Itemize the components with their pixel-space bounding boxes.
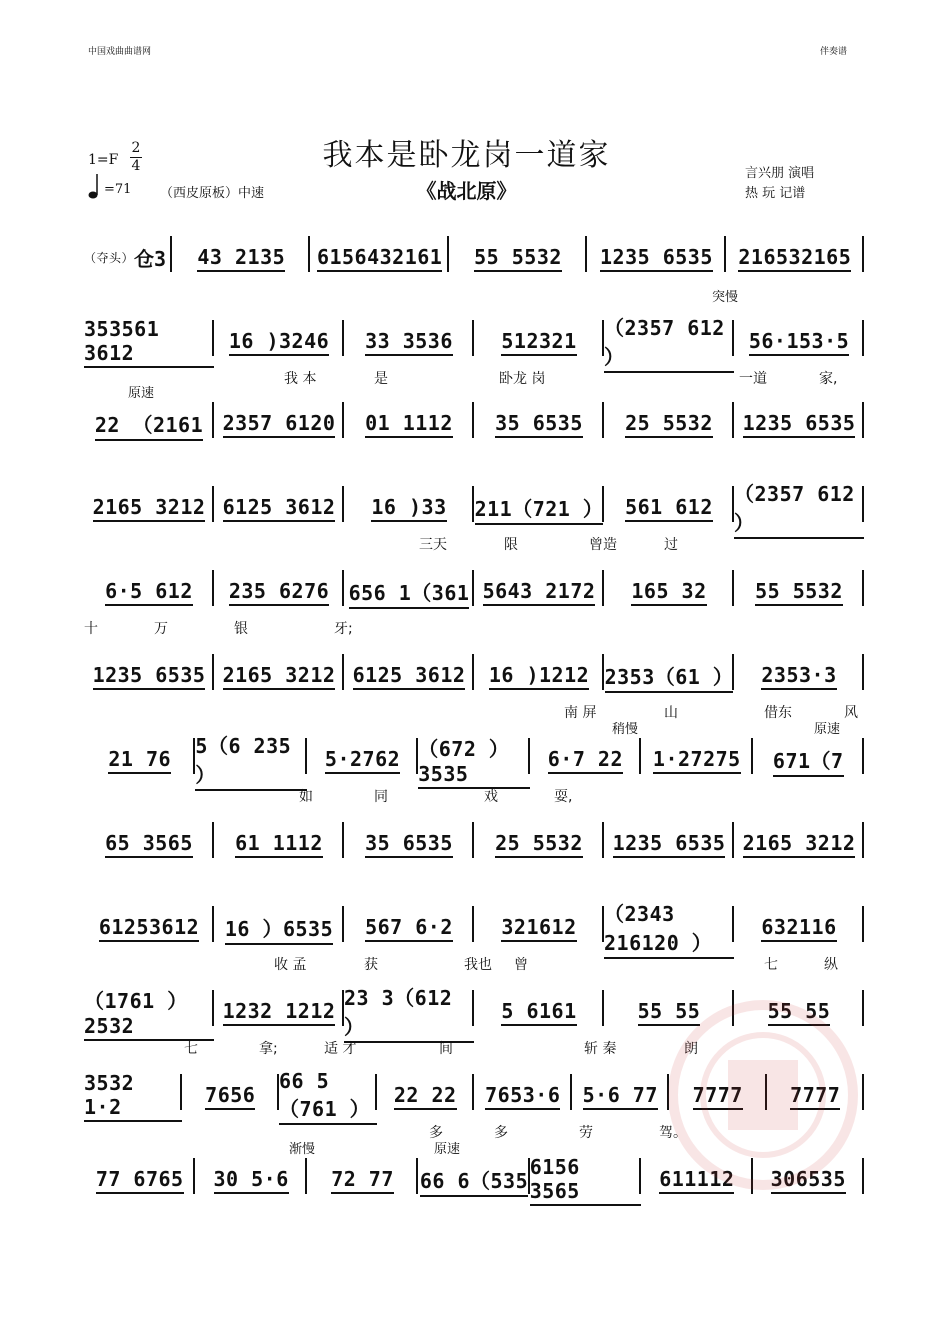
lyric: 驾。 <box>659 1125 687 1141</box>
notes-line <box>84 576 864 606</box>
measure-notes: 65 3565 <box>105 831 193 855</box>
measure-notes: 30 5·6 <box>213 1167 289 1191</box>
end-barline <box>862 1158 864 1194</box>
lyric: 适 才 <box>324 1041 357 1057</box>
lyric: 同 <box>374 789 388 805</box>
lyric: 收 孟 <box>274 957 307 973</box>
measure-notes: 7656 <box>205 1083 256 1107</box>
measure-notes: 2165 3212 <box>742 831 856 855</box>
measure-notes: 671（7 <box>773 745 844 774</box>
lyrics-line <box>84 284 864 302</box>
measure-notes: 6156 3565 <box>530 1155 641 1203</box>
measure-notes: 656 1（361 <box>349 577 470 606</box>
notes-line <box>84 316 864 369</box>
banshi-marking: （西皮原板）中速 <box>160 186 265 201</box>
measure-notes: 21 76 <box>108 747 172 771</box>
lyric: 七 <box>184 1041 198 1057</box>
lyric: 多 <box>494 1125 508 1141</box>
opera-title: 《战北原》 <box>416 179 517 203</box>
score-row <box>84 386 864 482</box>
end-barline <box>862 1074 864 1110</box>
measure-notes: 55 55 <box>767 999 831 1023</box>
measure-notes: 216532165 <box>738 245 852 269</box>
measure-notes: 23 3（612 ） <box>344 982 474 1040</box>
lead-label: （夺头） <box>84 250 135 265</box>
lyrics-line <box>84 954 864 972</box>
measure <box>84 912 214 942</box>
score-row <box>84 566 864 650</box>
measure-notes: （2357 612 ） <box>734 478 864 536</box>
measure-notes: 2165 3212 <box>92 495 206 519</box>
measure-notes: 2357 6120 <box>222 411 336 435</box>
score-row <box>84 818 864 902</box>
measure <box>474 408 604 438</box>
measure <box>734 576 864 606</box>
measure-notes: 01 1112 <box>365 411 453 435</box>
measure-notes: 5643 2172 <box>482 579 596 603</box>
measure-notes: 2165 3212 <box>222 663 336 687</box>
measure <box>344 492 474 522</box>
measure <box>84 317 214 365</box>
lyric: 我也 <box>464 957 492 973</box>
notes-line <box>84 734 864 787</box>
measure-notes: 35 6535 <box>495 411 583 435</box>
header-left-text: 中国戏曲曲谱网 <box>88 47 152 57</box>
measure <box>604 492 734 522</box>
lyrics-line <box>84 534 864 552</box>
lyric: 戏 <box>484 789 498 805</box>
measure <box>344 660 474 690</box>
credit-singer: 言兴朋 演唱 <box>745 166 815 181</box>
measure <box>474 660 604 690</box>
measure-notes: 5 6161 <box>501 999 577 1023</box>
measure-notes: 22 （2161 <box>95 409 203 438</box>
measure <box>214 408 344 438</box>
tempo-change-mark: 稍慢 <box>612 722 639 737</box>
lyrics-line <box>84 870 864 888</box>
score-row <box>84 902 864 986</box>
measure <box>307 744 418 774</box>
measure-notes: （2357 612 ） <box>604 312 734 370</box>
measure-notes: 561 612 <box>625 495 713 519</box>
measure <box>604 408 734 438</box>
measure <box>734 912 864 942</box>
measure <box>84 1164 195 1194</box>
lyric: 一道 <box>739 371 767 387</box>
score-row <box>84 290 864 400</box>
watermark-seal <box>668 990 858 1200</box>
end-barline <box>862 236 864 272</box>
measure <box>530 744 641 774</box>
measure-notes: 5（6 235 ） <box>195 730 306 788</box>
measure <box>279 1068 377 1121</box>
measure <box>307 1164 418 1194</box>
measure <box>214 576 344 606</box>
measure-notes: 7777 <box>692 1083 743 1107</box>
lyric: 三天 <box>419 537 447 553</box>
measure <box>734 408 864 438</box>
measure-notes: 55 55 <box>637 999 701 1023</box>
measure-notes: 77 6765 <box>95 1167 184 1191</box>
measure-notes: （2343 216120 ） <box>604 898 734 956</box>
lyric: 借东 <box>764 705 792 721</box>
measure-notes: 611112 <box>659 1167 735 1191</box>
measure <box>84 988 214 1038</box>
measure-notes: 33 3536 <box>365 329 453 353</box>
time-signature-bottom: 4 <box>131 158 141 174</box>
lyric: 万 <box>154 621 168 637</box>
measure-notes: 1232 1212 <box>222 999 336 1023</box>
measure <box>84 492 214 522</box>
measure <box>734 482 864 535</box>
measure-notes: 55 5532 <box>474 245 562 269</box>
measure <box>344 576 474 606</box>
lyrics-line <box>84 702 864 720</box>
lyrics-line <box>84 368 864 386</box>
notes-line <box>84 242 864 272</box>
measure <box>726 242 864 272</box>
lyric: 银 <box>234 621 248 637</box>
measure <box>734 660 864 690</box>
measure-notes: 72 77 <box>331 1167 394 1191</box>
time-signature-top: 2 <box>131 140 141 156</box>
measure-notes: 6125 3612 <box>352 663 466 687</box>
measure <box>84 660 214 690</box>
tempo-marking: =71 <box>104 182 132 197</box>
measure-notes: 321612 <box>501 915 577 939</box>
lyric: 七 <box>764 957 778 973</box>
measure-notes: 1235 6535 <box>599 245 713 269</box>
lyric: 牙; <box>334 621 353 637</box>
notes-line <box>84 828 864 858</box>
measure <box>182 1080 280 1110</box>
notes-line <box>84 482 864 535</box>
end-barline <box>862 570 864 606</box>
measure <box>195 1164 306 1194</box>
measure <box>214 828 344 858</box>
measure-notes: 306535 <box>770 1167 846 1191</box>
measure-notes: 6156432161 <box>316 245 443 269</box>
measure <box>449 242 587 272</box>
lyrics-line <box>84 786 864 804</box>
lyrics-line <box>84 450 864 468</box>
measure <box>604 660 734 690</box>
measure <box>587 242 725 272</box>
lyric: 拿; <box>259 1041 278 1057</box>
measure-notes: 7653·6 <box>485 1083 561 1107</box>
measure-notes: 16 )33 <box>371 495 447 519</box>
measure <box>214 660 344 690</box>
measure <box>474 326 604 356</box>
measure-notes: 5·2762 <box>324 747 401 771</box>
measure <box>214 492 344 522</box>
measure <box>604 316 734 369</box>
lyric: 风 <box>844 705 858 721</box>
measure-notes: 6125 3612 <box>222 495 336 519</box>
measure-notes: 22 22 <box>393 1083 457 1107</box>
end-barline <box>862 906 864 942</box>
lyric: 获 <box>364 957 378 973</box>
measure <box>418 1164 529 1194</box>
song-title: 我本是卧龙岗一道家 <box>322 138 611 173</box>
tempo-change-mark: 渐慢 <box>289 1142 316 1157</box>
measure <box>344 326 474 356</box>
measure <box>310 242 448 272</box>
lyric: 过 <box>664 537 678 553</box>
end-barline <box>862 654 864 690</box>
measure <box>84 408 214 438</box>
measure-notes: 16 ）6535 <box>225 913 333 942</box>
lyric: 劳 <box>579 1125 593 1141</box>
measure-notes: 55 5532 <box>755 579 843 603</box>
lyric: 卧龙 岗 <box>499 371 546 387</box>
measure-notes: 66 5（761 ） <box>279 1069 377 1122</box>
measure-notes: 61 1112 <box>235 831 323 855</box>
measure <box>474 828 604 858</box>
end-barline <box>862 822 864 858</box>
time-signature <box>128 140 144 175</box>
measure <box>641 744 752 774</box>
measure-notes: 632116 <box>761 915 837 939</box>
key-signature: 1=F <box>88 152 119 168</box>
measure-notes: 5·6 77 <box>582 1083 658 1107</box>
end-barline <box>862 402 864 438</box>
score-row <box>84 722 864 818</box>
measure <box>753 744 864 774</box>
measure <box>474 576 604 606</box>
measure <box>84 744 195 774</box>
measure <box>418 736 529 786</box>
lyric: 如 <box>299 789 313 805</box>
lyric: 限 <box>504 537 518 553</box>
measure-notes: 2353·3 <box>761 663 837 687</box>
measure-notes: 43 2135 <box>197 245 286 269</box>
measure <box>604 576 734 606</box>
measure <box>734 326 864 356</box>
measure-notes: 6·5 612 <box>105 579 193 603</box>
measure <box>572 1080 670 1110</box>
score-row <box>84 482 864 566</box>
measure <box>172 242 310 272</box>
lyric: 纵 <box>824 957 838 973</box>
measure <box>734 828 864 858</box>
lyric: 我 本 <box>284 371 317 387</box>
measure <box>474 1080 572 1110</box>
measure <box>84 576 214 606</box>
lyric: 朗 <box>684 1041 698 1057</box>
measure-notes: 2353（61 ） <box>605 661 734 690</box>
measure <box>474 912 604 942</box>
measure-notes: 25 5532 <box>625 411 713 435</box>
measure-notes: 7777 <box>790 1083 841 1107</box>
lead-in <box>84 242 172 272</box>
tempo-change-mark: 突慢 <box>712 290 739 305</box>
end-barline <box>862 990 864 1026</box>
measure-notes: 56·153·5 <box>748 329 850 353</box>
measure-notes: 66 6（535 <box>420 1165 528 1194</box>
end-barline <box>862 486 864 522</box>
measure-notes: 35 6535 <box>365 831 453 855</box>
lyrics-line <box>84 1206 864 1224</box>
measure-notes: 6·7 22 <box>547 747 624 771</box>
measure-notes: 1235 6535 <box>742 411 856 435</box>
lyric: 十 <box>84 621 98 637</box>
lyric: 山 <box>664 705 678 721</box>
lyric: 多 <box>429 1125 443 1141</box>
measure-notes: 1235 6535 <box>92 663 206 687</box>
measure-notes: （672 ）3535 <box>418 733 529 786</box>
measure <box>604 902 734 955</box>
lyric: 曾造 <box>589 537 617 553</box>
measure-notes: 1235 6535 <box>612 831 726 855</box>
measure-notes: 61253612 <box>98 915 200 939</box>
measure <box>344 912 474 942</box>
lead-note: 仓3 <box>134 246 167 271</box>
measure <box>344 828 474 858</box>
measure <box>195 734 306 787</box>
end-barline <box>862 738 864 774</box>
measure <box>474 492 604 522</box>
measure <box>377 1080 475 1110</box>
notes-line <box>84 408 864 438</box>
measure-notes: 25 5532 <box>495 831 583 855</box>
measure <box>474 996 604 1026</box>
measure-notes: 16 )3246 <box>228 329 330 353</box>
measure <box>344 986 474 1039</box>
measure <box>214 326 344 356</box>
measure-notes: 1·27275 <box>652 747 741 771</box>
lyric: 曾 <box>514 957 528 973</box>
measure-notes: 567 6·2 <box>365 915 453 939</box>
measure <box>214 996 344 1026</box>
measure <box>604 828 734 858</box>
tempo-change-mark: 原速 <box>814 722 841 737</box>
measure-notes: 165 32 <box>631 579 707 603</box>
lyric: 耍, <box>554 789 573 805</box>
score-row <box>84 650 864 734</box>
measure <box>214 912 344 942</box>
measure-notes: 16 )1212 <box>488 663 590 687</box>
lyric: 家, <box>819 371 838 387</box>
header-right-text: 伴奏谱 <box>820 47 848 57</box>
measure <box>344 408 474 438</box>
quarter-note-icon <box>88 172 100 200</box>
lyric: 南 屏 <box>564 705 597 721</box>
measure <box>529 1155 641 1203</box>
tempo-change-mark: 原速 <box>128 386 155 401</box>
lyric: 斩 秦 <box>584 1041 617 1057</box>
end-barline <box>862 320 864 356</box>
measure-notes: （1761 ）2532 <box>84 985 214 1038</box>
lyric: 是 <box>374 371 388 387</box>
lyric: 间 <box>439 1041 453 1057</box>
measure-notes: 3532 1·2 <box>84 1071 182 1119</box>
score-row <box>84 232 864 316</box>
measure-notes: 353561 3612 <box>84 317 214 365</box>
measure <box>84 1071 182 1119</box>
credit-transcriber: 热 玩 记谱 <box>745 186 806 201</box>
measure-notes: 211（721 ） <box>475 493 604 522</box>
notes-line <box>84 660 864 690</box>
lyrics-line <box>84 618 864 636</box>
notes-line <box>84 902 864 955</box>
measure-notes: 235 6276 <box>228 579 330 603</box>
measure-notes: 512321 <box>501 329 577 353</box>
measure <box>84 828 214 858</box>
tempo-change-mark: 原速 <box>434 1142 461 1157</box>
